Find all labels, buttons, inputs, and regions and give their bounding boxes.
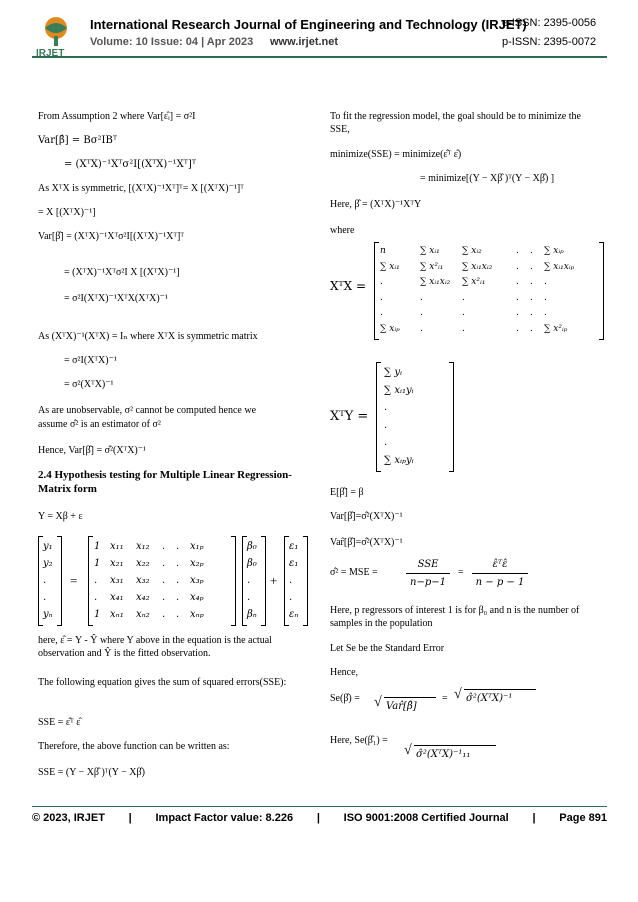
matrix-cell: xₙₚ xyxy=(190,609,204,620)
matrix-cell: . xyxy=(289,575,293,586)
matrix-cell: . xyxy=(530,261,533,272)
matrix-cell: ∑ xᵢ₁ xyxy=(380,261,400,272)
matrix-cell: . xyxy=(176,592,180,603)
matrix-cell: . xyxy=(516,246,519,256)
equation: = σ²(XᵀX)⁻¹ xyxy=(64,379,114,390)
footer xyxy=(32,812,607,824)
matrix-cell: . xyxy=(162,558,166,569)
matrix-row xyxy=(380,291,600,307)
matrix-cell: . xyxy=(420,308,423,318)
paragraph: Here, p regressors of interest 1 is for β₀ and n is the number of samples in the population xyxy=(330,605,580,629)
p-issn: p-ISSN: 2395-0072 xyxy=(502,36,597,48)
matrix-cell: ∑ x²ᵢₚ xyxy=(544,323,568,334)
fraction-bar xyxy=(472,573,528,574)
se-lhs: Se(β̂) = xyxy=(330,693,360,704)
text-line: As are unobservable, σ² cannot be computed hence we xyxy=(38,405,257,416)
matrix-row xyxy=(94,555,216,572)
matrix-cell: ∑ xᵢ₁yᵢ xyxy=(384,384,414,396)
matrix-cell: . xyxy=(530,246,533,256)
matrix-cell: x₄₁ xyxy=(110,592,124,603)
matrix-cell: εₙ xyxy=(289,609,299,620)
matrix-cell: . xyxy=(162,609,166,620)
matrix-cell: y₂ xyxy=(43,558,53,569)
equation: = σ²I(XᵀX)⁻¹ xyxy=(64,355,117,366)
matrix-cell: ∑ xᵢₚyᵢ xyxy=(384,454,414,466)
matrix-cell: . xyxy=(530,292,533,303)
epsilon-vector xyxy=(284,536,308,626)
matrix-row xyxy=(94,572,216,589)
radicand: σ̂²(XᵀX)⁻¹₁₁ xyxy=(416,749,471,760)
matrix-cell: 1 xyxy=(94,558,101,569)
fraction-bar xyxy=(406,573,450,574)
text-line: where xyxy=(330,225,355,236)
radicand: σ̂²(XᵀX)⁻¹ xyxy=(466,693,513,704)
matrix-cell: ∑ xᵢₚ xyxy=(544,246,564,256)
matrix-row xyxy=(380,244,600,260)
volume-issue: Volume: 10 Issue: 04 | Apr 2023 xyxy=(90,36,254,48)
matrix-cell: . xyxy=(544,308,547,318)
text-line: As XᵀX is symmetric, [(XᵀX)⁻¹Xᵀ]ᵀ= X [(XᵀX)⁻¹]ᵀ xyxy=(38,183,244,194)
equation: SSE = (Y − Xβ̂ )ᵀ(Y − Xβ̂) xyxy=(38,767,145,778)
equation: Var[β̂] = Bσ²IBᵀ xyxy=(38,135,118,146)
matrix-cell: x₄₂ xyxy=(136,592,150,603)
equation: Y = Xβ + ε xyxy=(38,511,83,522)
equation: Hence, Var[β̂] = σ̂²(XᵀX)⁻¹ xyxy=(38,445,147,456)
x-matrix xyxy=(88,536,236,626)
matrix-cell: x₁₁ xyxy=(110,541,124,552)
equation: minimize(SSE) = minimize(ε̂ᵀ ε̂) xyxy=(330,149,462,160)
equation: Var[β̂]=σ̂²(XᵀX)⁻¹ xyxy=(330,511,403,522)
matrix-row xyxy=(94,589,216,606)
paragraph: here, ε̂ = Y - Ŷ where Y above in the equation is the actual observation and Ŷ is the fitted observation. xyxy=(38,635,272,659)
fraction-denominator: n − p − 1 xyxy=(475,577,525,588)
matrix-cell: ∑ xᵢₚ xyxy=(380,323,400,334)
equation: = X [(XᵀX)⁻¹] xyxy=(38,207,96,218)
equals-sign: = xyxy=(458,567,464,578)
matrix-cell: x₂ₚ xyxy=(190,558,204,569)
matrix-cell: 1 xyxy=(94,541,101,552)
matrix-cell: . xyxy=(247,592,251,603)
iso-certification: ISO 9001:2008 Certified Journal xyxy=(343,812,509,824)
matrix-cell: . xyxy=(176,575,180,586)
equation: Var[β̂] = (XᵀX)⁻¹Xᵀσ²I[(XᵀX)⁻¹Xᵀ]ᵀ xyxy=(38,231,184,242)
fraction-numerator: ε̂ᵀε̂ xyxy=(492,559,508,570)
matrix-cell: . xyxy=(384,402,388,413)
matrix-cell: βₙ xyxy=(247,609,257,620)
text-line: Hence, xyxy=(330,667,359,678)
footer-divider xyxy=(32,806,607,807)
fraction-numerator: SSE xyxy=(417,559,439,570)
matrix-cell: . xyxy=(530,308,533,318)
beta-vector xyxy=(242,536,266,626)
fraction-denominator: n−p−1 xyxy=(410,577,446,588)
matrix-cell: . xyxy=(462,292,465,303)
matrix-cell: xₙ₁ xyxy=(110,609,124,620)
se-equation xyxy=(330,688,600,722)
equation: = (XᵀX)⁻¹Xᵀσ²I X [(XᵀX)⁻¹] xyxy=(64,267,180,278)
matrix-cell: . xyxy=(544,277,547,287)
matrix-cell: . xyxy=(94,592,98,603)
paragraph: The following equation gives the sum of squared errors(SSE): xyxy=(38,677,287,688)
sqrt-icon: √ xyxy=(454,687,462,702)
matrix-cell: ε₁ xyxy=(289,558,299,569)
matrix-cell: . xyxy=(384,437,388,448)
xty-label: XᵀY = xyxy=(330,409,369,424)
separator: | xyxy=(128,812,132,824)
matrix-cell: . xyxy=(289,592,293,603)
matrix-cell: . xyxy=(380,308,383,318)
matrix-cell: . xyxy=(162,592,166,603)
matrix-cell: . xyxy=(176,558,180,569)
matrix-cell: . xyxy=(530,323,533,334)
website-link[interactable]: www.irjet.net xyxy=(270,36,339,48)
se-lhs: Here, Se(β̂₁) = xyxy=(330,735,388,746)
matrix-row xyxy=(380,275,600,291)
matrix-cell: ∑ xᵢ₁xᵢₚ xyxy=(544,261,575,272)
section-heading: 2.4 Hypothesis testing for Multiple Linear Regression- Matrix form xyxy=(38,469,292,495)
journal-title: International Research Journal of Engineering and Technology (IRJET) xyxy=(90,17,527,32)
matrix-cell: y₁ xyxy=(43,541,53,552)
matrix-cell: . xyxy=(380,292,383,303)
matrix-cell: x₂₁ xyxy=(110,558,124,569)
radical-bar xyxy=(384,697,436,698)
copyright: © 2023, IRJET xyxy=(32,812,105,824)
equals-sign: = xyxy=(442,693,448,704)
equation: = minimize[(Y − Xβ̂ )ᵀ(Y − Xβ̂) ] xyxy=(420,173,555,184)
xty-vector xyxy=(376,362,454,472)
matrix-cell: . xyxy=(462,323,465,334)
matrix-cell: . xyxy=(384,419,388,431)
matrix-cell: x₃₂ xyxy=(136,575,150,586)
matrix-cell: x₄ₚ xyxy=(190,592,204,603)
matrix-cell: . xyxy=(516,323,519,334)
matrix-cell: xₙ₂ xyxy=(136,609,150,620)
radicand: Var̂[β̂] xyxy=(386,701,417,712)
header-divider xyxy=(32,56,607,58)
equation: = (XᵀX)⁻¹Xᵀσ²I[(XᵀX)⁻¹Xᵀ]ᵀ xyxy=(64,159,197,170)
equals-sign: = xyxy=(70,573,78,588)
matrix-row xyxy=(380,306,600,322)
matrix-cell: . xyxy=(516,308,519,318)
matrix-cell: . xyxy=(247,575,251,586)
e-issn: e-ISSN: 2395-0056 xyxy=(502,17,597,29)
matrix-row xyxy=(94,538,216,555)
matrix-cell: . xyxy=(162,575,166,586)
xtx-label: XᵀX = xyxy=(330,279,366,293)
matrix-cell: . xyxy=(544,292,547,303)
matrix-cell: x₁ₚ xyxy=(190,541,204,552)
paragraph: To fit the regression model, the goal should be to minimize the SSE, xyxy=(330,111,581,135)
matrix-cell: ∑ xᵢ₁ xyxy=(420,246,440,256)
equation: Var̂[β̂]=σ̂²(XᵀX)⁻¹ xyxy=(330,537,403,548)
impact-factor: Impact Factor value: 8.226 xyxy=(155,812,294,824)
matrix-cell: 1 xyxy=(94,609,101,620)
equation: Here, β̂ = (XᵀX)⁻¹XᵀY xyxy=(330,199,422,210)
sqrt-icon: √ xyxy=(404,743,412,758)
separator: | xyxy=(532,812,536,824)
sqrt-icon: √ xyxy=(374,695,382,710)
matrix-cell: yₙ xyxy=(43,609,53,620)
matrix-cell: . xyxy=(516,292,519,303)
se-beta1-equation xyxy=(330,734,600,768)
matrix-cell: . xyxy=(530,277,533,287)
matrix-cell: . xyxy=(43,592,47,603)
separator: | xyxy=(316,812,320,824)
xtx-matrix xyxy=(374,242,604,340)
text-line: assume σ̂² is an estimator of σ² xyxy=(38,419,161,430)
mse-lhs: σ̂² = MSE = xyxy=(330,567,378,578)
text-line: From Assumption 2 where Var[ε̂ᵢ] = σ²I xyxy=(38,111,196,122)
text-line: As (XᵀX)⁻¹(XᵀX) = Iₙ where XᵀX is symmetric matrix xyxy=(38,331,258,342)
matrix-cell: n xyxy=(380,246,386,256)
equation: E[β̂] = β xyxy=(330,487,364,498)
matrix-cell: . xyxy=(516,261,519,272)
matrix-row xyxy=(380,260,600,276)
radical-bar xyxy=(414,745,496,746)
matrix-cell: ∑ yᵢ xyxy=(384,367,402,378)
radical-bar xyxy=(464,689,536,690)
logo-text: IRJET xyxy=(36,48,65,59)
matrix-cell: . xyxy=(516,277,519,287)
matrix-cell: ∑ x²ᵢ₁ xyxy=(462,277,486,287)
equation: = σ²I(XᵀX)⁻¹XᵀX(XᵀX)⁻¹ xyxy=(64,293,168,304)
matrix-cell: . xyxy=(176,541,180,552)
matrix-cell: . xyxy=(162,541,166,552)
page-number: Page 891 xyxy=(559,812,607,824)
equation: SSE = ε̂ᵀ ε̂ xyxy=(38,717,81,728)
matrix-row xyxy=(94,606,216,623)
matrix-cell: β₀ xyxy=(247,541,257,552)
matrix-cell: . xyxy=(176,609,180,620)
matrix-cell: . xyxy=(43,575,47,586)
matrix-row xyxy=(380,322,600,338)
matrix-cell: . xyxy=(380,277,383,287)
matrix-cell: . xyxy=(94,575,98,586)
matrix-cell: . xyxy=(420,292,423,303)
text-line: Therefore, the above function can be written as: xyxy=(38,741,230,752)
matrix-equation xyxy=(38,536,310,626)
matrix-cell: . xyxy=(420,323,423,334)
matrix-cell: ε₁ xyxy=(289,541,299,552)
matrix-cell: β₀ xyxy=(247,558,257,569)
matrix-cell: . xyxy=(462,308,465,318)
matrix-cell: ∑ xᵢ₁xᵢ₂ xyxy=(420,277,451,287)
matrix-cell: x₃₁ xyxy=(110,575,124,586)
plus-sign: + xyxy=(270,573,278,588)
matrix-cell: ∑ xᵢ₂ xyxy=(462,246,482,256)
mse-equation xyxy=(330,558,590,594)
matrix-cell: x₁₂ xyxy=(136,541,150,552)
matrix-cell: x₃ₚ xyxy=(190,575,204,586)
text-line: Let Se be the Standard Error xyxy=(330,643,445,654)
matrix-cell: x₂₂ xyxy=(136,558,150,569)
y-vector xyxy=(38,536,62,626)
matrix-cell: ∑ x²ᵢ₁ xyxy=(420,261,444,272)
matrix-cell: ∑ xᵢ₁xᵢ₂ xyxy=(462,261,493,272)
